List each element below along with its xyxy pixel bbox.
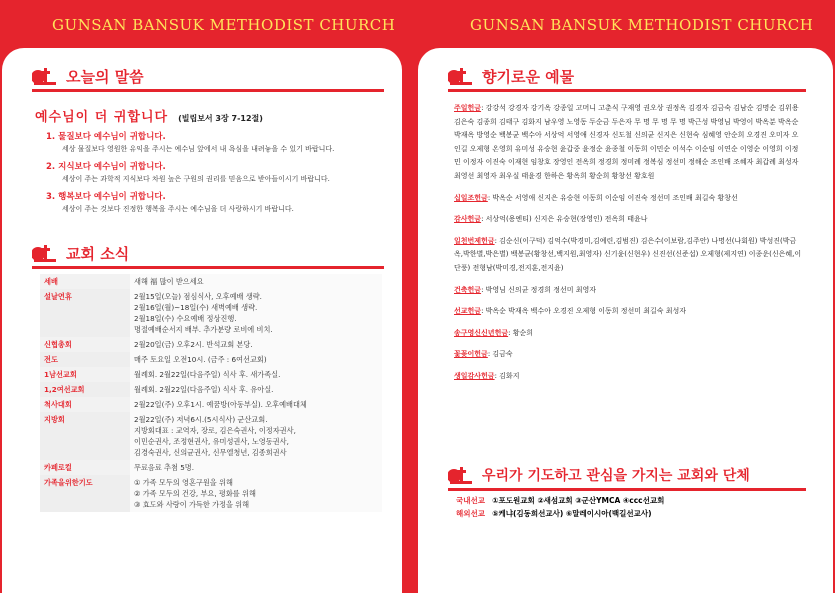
sermon-section-title: 오늘의 말씀 [66, 67, 144, 86]
offerings-divider [448, 89, 806, 92]
sermon-section-header [32, 65, 144, 87]
sermon-title-row [35, 106, 263, 125]
header-title-left: GUNSAN BANSUK METHODIST CHURCH [52, 16, 396, 34]
prayer-domestic: 국내선교 ①포도원교회 ②새섬교회 ③군산YMCA ④ccc선교회 [456, 496, 665, 505]
church-logo-icon [32, 242, 58, 264]
offering-group: 생일감사헌금: 김화지 [454, 371, 520, 380]
church-logo-icon [448, 65, 474, 87]
offering-group: 송구영신신년헌금: 황순희 [454, 328, 533, 337]
church-logo-icon [32, 65, 58, 87]
offering-group: 십일조헌금: 박옥순 서영애 신지은 유승현 이동희 이순임 이진숙 정선미 조인배 최길숙 황창선 [454, 193, 738, 202]
table-row: 신협총회 2월20일(금) 오후2시. 반석교회 본당. [40, 337, 382, 352]
sermon-point: 1. 물질보다 예수님이 귀합니다. 세상 물질보다 영원한 유익을 주시는 예수님 앞에서 내 욕심을 내려놓을 수 있기 바랍니다. [46, 132, 335, 153]
sermon-reference: (빌립보서 3장 7-12절) [178, 114, 263, 123]
sermon-divider [32, 89, 384, 92]
right-page [418, 48, 833, 593]
prayer-section-title: 우리가 기도하고 관심을 가지는 교회와 단체 [482, 468, 750, 484]
sermon-point: 2. 지식보다 예수님이 귀합니다. 세상이 주는 과학적 지식보다 차원 높은 구원의 권리를 믿음으로 받아들이시기 바랍니다. [46, 162, 330, 183]
offering-group: 일천번제헌금: 김순신(이구덕) 김억수(박경미,김예린,김범진) 김은수(이보람,김주안) 나명선(나회원) 박성진(박금옥,박한별,박은별) 백봉균(황창선,백지원,최영자) 신기윤(신현우) 신진선(신준섭) 오제형(제지연) 이종운(신은혜,이단풍) 전형남(박미경,전지훈,전지윤) [454, 236, 802, 272]
table-row: 전도 매주 토요일 오전10시. (금주 : 6여선교회) [40, 352, 382, 367]
sermon-point: 3. 행복보다 예수님이 귀합니다. 세상이 주는 것보다 진정한 행복을 주시는 예수님을 더 사랑하시기 바랍니다. [46, 192, 294, 213]
table-row: 척사대회 2월22일(주) 오후1시. 예꿈방(아동부실). 오후예배대체 [40, 397, 382, 412]
sermon-points [46, 130, 386, 214]
offerings-section-header [448, 65, 574, 87]
offering-group: 선교헌금: 박옥순 박재옥 백수아 오경진 오제형 이동희 정선미 최길숙 최성자 [454, 307, 687, 316]
offering-group: 감사헌금: 서상억(용엔티) 신지은 유승현(장영인) 전옥희 태윤나 [454, 215, 648, 224]
offering-group: 건축헌금: 박영님 신의균 정경희 정선미 최영자 [454, 285, 596, 294]
left-page [2, 48, 402, 593]
news-section-title: 교회 소식 [66, 244, 130, 263]
table-row: 지방회 2월22일(주) 저녁6시.(5시식사) 군산교회. 지방회대표 : 교역자, 장로, 김은숙권사, 이정자권사, 이민순권사, 조정현권사, 유미성권사, 노영동권사, 김경숙권사, 신의균권사, 신무엘청년, 김종희권사 [40, 412, 382, 460]
prayer-overseas: 해외선교 ⑤케냐(김동희선교사) ⑥말레이시아(백길선교사) [456, 509, 652, 518]
table-row: 1,2여선교회 월례회. 2월22일(다음주일) 식사 후. 유아실. [40, 382, 382, 397]
news-section-header [32, 242, 129, 264]
header-title-right: GUNSAN BANSUK METHODIST CHURCH [470, 16, 814, 34]
sermon-title: 예수님이 더 귀합니다 [35, 110, 169, 125]
table-row: 세배 새해 福 많이 받으세요 [40, 274, 382, 289]
offerings-section-title: 향기로운 예물 [482, 67, 575, 86]
offering-group: 주일헌금: 강강석 강경자 강기옥 강종일 고머니 고춘식 구재영 권오상 권정옥 김경자 김금숙 김남순 김명순 김위용 김은숙 김종희 김태구 김화지 남우영 노영동 두순금 두은자 무 명 무 명 무 명 박근성 박영님 박영이 박옥분 박옥순 박재옥 방영순 백봉균 백수아 서상억 서영애 신경자 신도철 신의균 신지은 신현숙 심혜영 안순희 오경진 오미자 오인길 오제형 온영희 유미성 유승현 윤갑중 윤정순 윤종철 이동희 이민순 이석수 이순임 이연순 이영순 이영희 이정민 이정자 이진숙 이재현 임창호 장영인 전옥희 정경희 정미례 정복심 정선미 정해순 조인배 조혜자 최갑례 최성자 최영선 최영자 최우실 태윤경 한하은 황옥희 황순희 황창선 황호원 [454, 104, 799, 180]
table-row: 카페로컬 무료음료 추첨 5명. [40, 460, 382, 475]
offering-group: 꽃꽂이헌금: 김금숙 [454, 350, 513, 359]
news-table [40, 274, 382, 512]
prayer-section-header [448, 464, 750, 486]
offerings-list [454, 102, 804, 392]
table-row: 설날연휴 2월15일(오늘) 점심식사, 오후예배 생략. 2월16일(월)~18일(수) 새벽예배 생략. 2월18일(수) 수요예배 정상진행. 명절예배순서지 배부. 추가분량 로비에 비치. [40, 289, 382, 337]
table-row: 1남선교회 월례회. 2월22일(다음주일) 식사 후. 새가족실. [40, 367, 382, 382]
church-logo-icon [448, 464, 474, 486]
news-divider [32, 266, 384, 269]
table-row: 가족을위한기도 ① 가족 모두의 영혼구원을 위해 ② 가족 모두의 건강, 부요, 평화를 위해 ③ 효도와 사랑이 가득한 가정을 위해 [40, 475, 382, 512]
prayer-divider [448, 488, 806, 491]
